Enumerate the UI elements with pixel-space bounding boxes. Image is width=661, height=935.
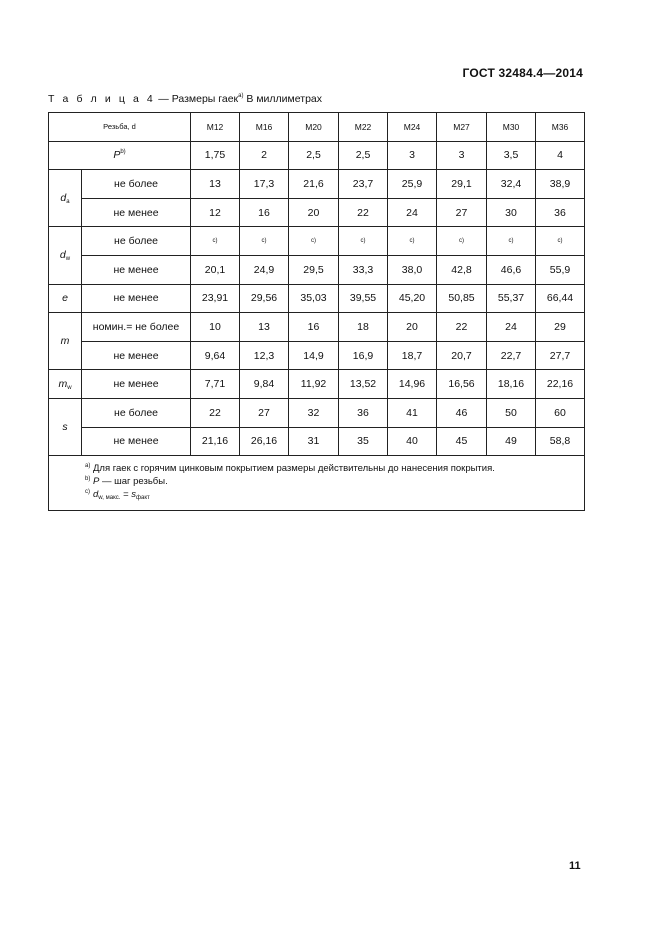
column-header: M30 xyxy=(487,113,536,142)
limit-label: не менее xyxy=(82,255,191,284)
footnote xyxy=(85,487,584,504)
cell-value: c) xyxy=(437,227,487,256)
cell-value: 35,03 xyxy=(289,284,339,313)
cell-value: 36 xyxy=(536,198,585,227)
footnote-text: — шаг резьбы. xyxy=(99,476,168,488)
cell-value: 50,85 xyxy=(437,284,487,313)
pitch-value: 1,75 xyxy=(191,141,240,170)
footnote-text: Для гаек с горячим цинковым покрытием размеры действительны до нанесения покрытия. xyxy=(93,463,495,475)
symbol-letter: e xyxy=(62,292,68,305)
cell-value: 29,1 xyxy=(437,170,487,199)
table-title: Размеры гаек xyxy=(171,93,239,105)
cell-value: 46,6 xyxy=(487,255,536,284)
cell-value: 33,3 xyxy=(339,255,388,284)
cell-value: 18 xyxy=(339,313,388,342)
table-row xyxy=(49,227,585,256)
footnote-symbol-2: s xyxy=(131,489,137,501)
pitch-value: 2,5 xyxy=(289,141,339,170)
cell-value: 14,9 xyxy=(289,341,339,370)
cell-value: 49 xyxy=(487,427,536,456)
cell-value: 22 xyxy=(339,198,388,227)
table-label: Т а б л и ц а 4 xyxy=(48,93,156,105)
cell-value: 20,1 xyxy=(191,255,240,284)
cell-value: 23,7 xyxy=(339,170,388,199)
cell-value: 31 xyxy=(289,427,339,456)
cell-value: 35 xyxy=(339,427,388,456)
cell-value: 45 xyxy=(437,427,487,456)
cell-value: 16,56 xyxy=(437,370,487,399)
cell-value: 22 xyxy=(191,398,240,427)
cell-value: 14,96 xyxy=(388,370,437,399)
cell-value: 7,71 xyxy=(191,370,240,399)
limit-label: не более xyxy=(82,227,191,256)
header-row xyxy=(49,113,585,142)
table-units: В миллиметрах xyxy=(246,93,322,105)
limit-label: не менее xyxy=(82,427,191,456)
cell-value: 30 xyxy=(487,198,536,227)
cell-value: 20 xyxy=(289,198,339,227)
dimension-symbol xyxy=(49,370,82,399)
cell-value: 29,56 xyxy=(240,284,289,313)
cell-value: 55,9 xyxy=(536,255,585,284)
cell-value: 13 xyxy=(240,313,289,342)
symbol-letter: d xyxy=(59,248,66,261)
table-row xyxy=(49,427,585,456)
pitch-label xyxy=(49,141,191,170)
column-header: M22 xyxy=(339,113,388,142)
cell-value: 9,84 xyxy=(240,370,289,399)
thread-header: Резьба, d xyxy=(49,113,191,142)
limit-label: номин.= не более xyxy=(82,313,191,342)
cell-value: 27 xyxy=(437,198,487,227)
footnote-equals: = xyxy=(120,489,132,501)
limit-label: не менее xyxy=(82,284,191,313)
standard-number: ГОСТ 32484.4—2014 xyxy=(462,66,583,80)
footnote xyxy=(85,474,584,487)
table-row xyxy=(49,313,585,342)
column-header: M24 xyxy=(388,113,437,142)
cell-value: c) xyxy=(536,227,585,256)
cell-value: 29 xyxy=(536,313,585,342)
column-header: M12 xyxy=(191,113,240,142)
pitch-value: 4 xyxy=(536,141,585,170)
cell-value: 26,16 xyxy=(240,427,289,456)
dimension-symbol xyxy=(49,313,82,370)
table-title-note: a) xyxy=(238,93,244,99)
pitch-note: b) xyxy=(120,149,126,156)
dimension-symbol xyxy=(49,227,82,284)
column-header: M27 xyxy=(437,113,487,142)
cell-value: 9,64 xyxy=(191,341,240,370)
footnotes-row xyxy=(49,456,585,511)
cell-value: 11,92 xyxy=(289,370,339,399)
cell-value: 41 xyxy=(388,398,437,427)
cell-value: 22 xyxy=(437,313,487,342)
column-header: M16 xyxy=(240,113,289,142)
cell-value: 66,44 xyxy=(536,284,585,313)
pitch-value: 3 xyxy=(388,141,437,170)
table-row xyxy=(49,170,585,199)
cell-value: c) xyxy=(339,227,388,256)
cell-value: 39,55 xyxy=(339,284,388,313)
cell-value: 38,9 xyxy=(536,170,585,199)
cell-value: 60 xyxy=(536,398,585,427)
pitch-value: 2 xyxy=(240,141,289,170)
limit-label: не менее xyxy=(82,341,191,370)
cell-value: 20 xyxy=(388,313,437,342)
table-row xyxy=(49,198,585,227)
footnote-mark: b) xyxy=(85,476,91,483)
cell-value: 46 xyxy=(437,398,487,427)
cell-value: 40 xyxy=(388,427,437,456)
dimension-symbol xyxy=(49,398,82,455)
cell-value: 12 xyxy=(191,198,240,227)
symbol-subscript: w xyxy=(67,384,72,391)
symbol-subscript: w xyxy=(65,255,71,262)
cell-value: 50 xyxy=(487,398,536,427)
table-row xyxy=(49,370,585,399)
cell-value: 13 xyxy=(191,170,240,199)
footnote-subscript-2: факт xyxy=(136,495,150,502)
pitch-value: 2,5 xyxy=(339,141,388,170)
pitch-value: 3 xyxy=(437,141,487,170)
cell-value: 27,7 xyxy=(536,341,585,370)
cell-value: 38,0 xyxy=(388,255,437,284)
limit-label: не более xyxy=(82,398,191,427)
symbol-letter: s xyxy=(62,421,68,434)
footnotes xyxy=(49,456,585,511)
cell-value: c) xyxy=(289,227,339,256)
cell-value: 36 xyxy=(339,398,388,427)
cell-value: 18,16 xyxy=(487,370,536,399)
cell-value: c) xyxy=(388,227,437,256)
cell-value: 42,8 xyxy=(437,255,487,284)
pitch-value: 3,5 xyxy=(487,141,536,170)
limit-label: не более xyxy=(82,170,191,199)
footnote-subscript: w, макс. xyxy=(98,495,121,502)
cell-value: 58,8 xyxy=(536,427,585,456)
nut-dimensions-table xyxy=(48,112,585,511)
footnote-mark: c) xyxy=(85,489,90,496)
footnote-symbol: P xyxy=(93,476,100,488)
cell-value: 29,5 xyxy=(289,255,339,284)
footnote-symbol: d xyxy=(93,489,99,501)
cell-value: 16 xyxy=(240,198,289,227)
cell-value: 20,7 xyxy=(437,341,487,370)
cell-value: 10 xyxy=(191,313,240,342)
cell-value: 24 xyxy=(388,198,437,227)
cell-value: 16 xyxy=(289,313,339,342)
limit-label: не менее xyxy=(82,198,191,227)
pitch-symbol: P xyxy=(113,149,121,162)
cell-value: 55,37 xyxy=(487,284,536,313)
page-number: 11 xyxy=(569,860,581,872)
cell-value: 23,91 xyxy=(191,284,240,313)
footnote xyxy=(85,461,584,474)
cell-value: 22,7 xyxy=(487,341,536,370)
limit-label: не менее xyxy=(82,370,191,399)
table-row xyxy=(49,341,585,370)
cell-value: 21,16 xyxy=(191,427,240,456)
cell-value: 21,6 xyxy=(289,170,339,199)
symbol-letter: m xyxy=(60,335,70,348)
pitch-row xyxy=(49,141,585,170)
cell-value: c) xyxy=(191,227,240,256)
table-caption xyxy=(48,93,322,105)
cell-value: 12,3 xyxy=(240,341,289,370)
symbol-subscript: a xyxy=(66,198,70,205)
cell-value: 24 xyxy=(487,313,536,342)
cell-value: 17,3 xyxy=(240,170,289,199)
cell-value: 45,20 xyxy=(388,284,437,313)
caption-dash: — xyxy=(155,93,172,105)
column-header: M36 xyxy=(536,113,585,142)
dimension-symbol xyxy=(49,170,82,227)
cell-value: 24,9 xyxy=(240,255,289,284)
cell-value: 27 xyxy=(240,398,289,427)
table-row xyxy=(49,284,585,313)
cell-value: 16,9 xyxy=(339,341,388,370)
cell-value: 13,52 xyxy=(339,370,388,399)
cell-value: c) xyxy=(240,227,289,256)
cell-value: c) xyxy=(487,227,536,256)
cell-value: 32 xyxy=(289,398,339,427)
column-header: M20 xyxy=(289,113,339,142)
table-row xyxy=(49,255,585,284)
cell-value: 22,16 xyxy=(536,370,585,399)
table-row xyxy=(49,398,585,427)
symbol-letter: d xyxy=(60,191,67,204)
cell-value: 25,9 xyxy=(388,170,437,199)
cell-value: 32,4 xyxy=(487,170,536,199)
footnote-mark: a) xyxy=(85,463,91,470)
cell-value: 18,7 xyxy=(388,341,437,370)
symbol-letter: m xyxy=(58,377,68,390)
table-body xyxy=(49,113,585,511)
dimension-symbol xyxy=(49,284,82,313)
